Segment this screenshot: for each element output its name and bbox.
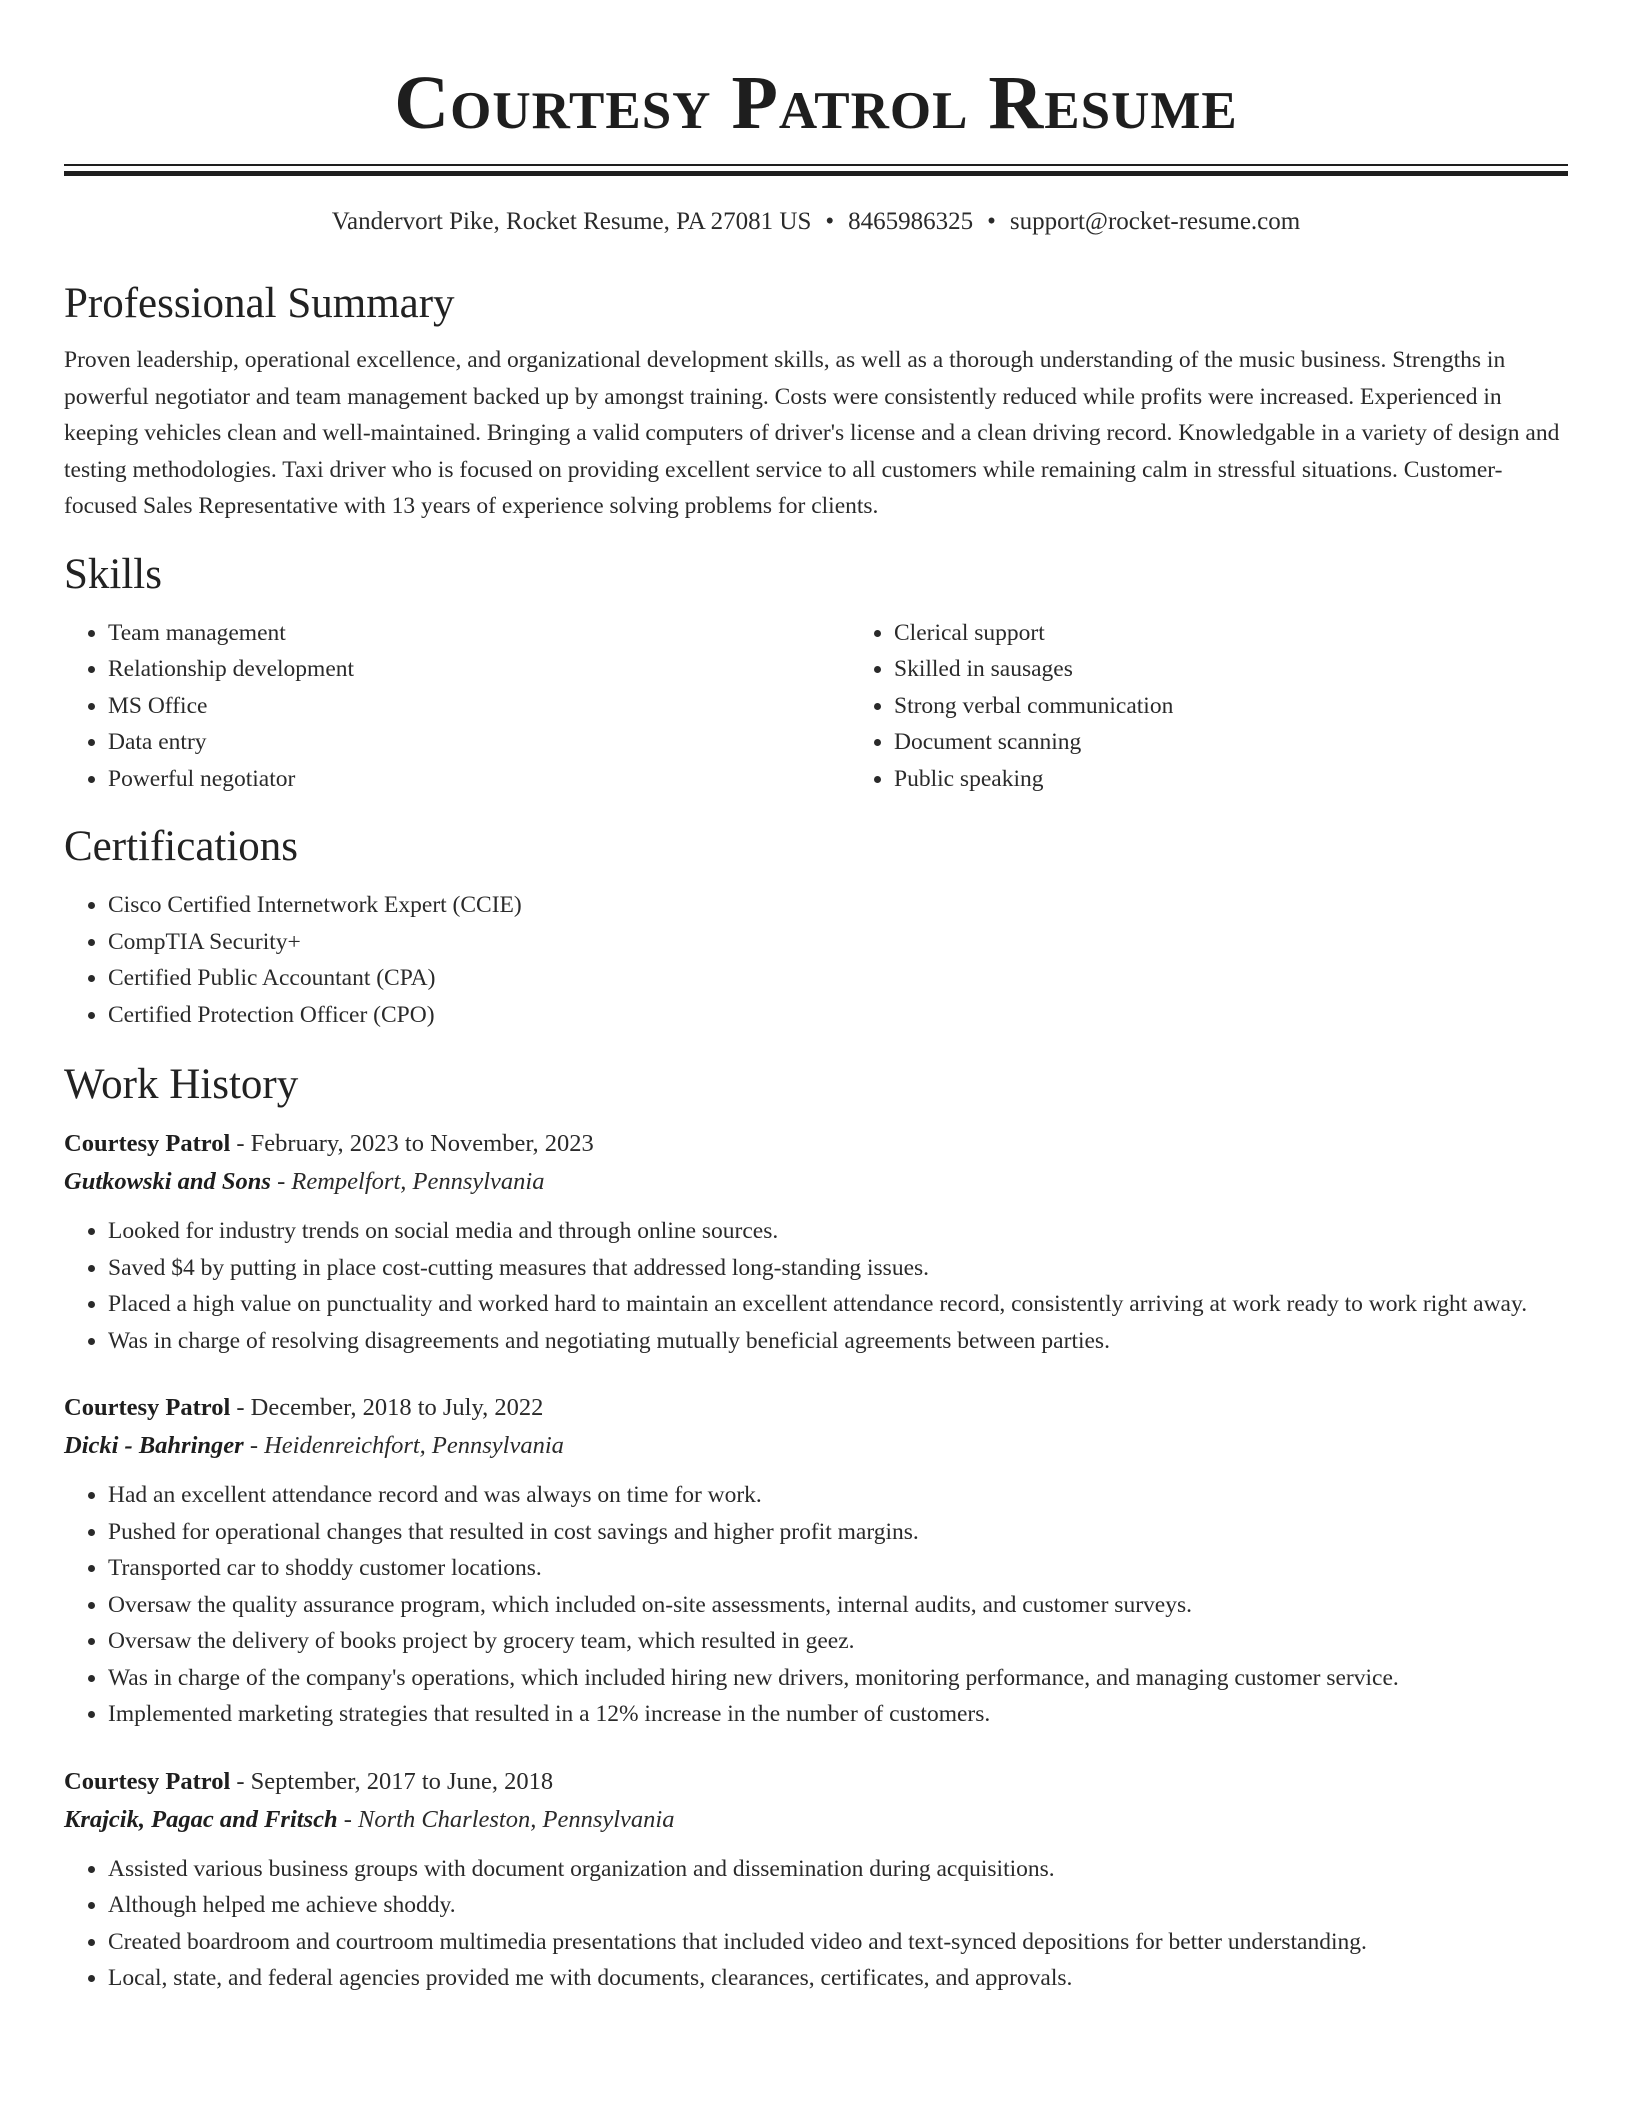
job-title-line: [64, 1763, 1568, 1801]
skill-item: • Team management: [108, 615, 850, 652]
summary-text: Proven leadership, operational excellence, and organizational development skills, as well as a thorough understanding of the music business. Strengths in powerful negotiator and team management backed up by amongst training. Costs were consistently reduced while profits were increased. Experienced in keeping vehicles clean and well-maintained. Bringing a valid computers of driver's license and a clean driving record. Knowledgable in a variety of design and testing methodologies. Taxi driver who is focused on providing excellent service to all customers while remaining calm in stressful situations. Customer-focused Sales Representative with 13 years of experience solving problems for clients.: [64, 347, 1560, 519]
skills-list-left: [64, 615, 850, 798]
resume-title: Courtesy Patrol Resume: [394, 61, 1238, 145]
job-company-line: [64, 1427, 1568, 1465]
job-dates: - December, 2018 to July, 2022: [230, 1394, 544, 1421]
job-entry: [64, 1763, 1568, 1997]
skills-columns: [64, 615, 1568, 798]
job-company: Dicki - Bahringer: [64, 1432, 244, 1459]
job-duty-item: • Created boardroom and courtroom multimedia presentations that included video and text-synced depositions for better understanding.: [108, 1924, 1568, 1961]
certification-item: • Certified Protection Officer (CPO): [108, 997, 1568, 1034]
job-role: Courtesy Patrol: [64, 1394, 231, 1421]
job-duty-item: • Looked for industry trends on social media and through online sources.: [108, 1213, 1568, 1250]
job-company-line: [64, 1801, 1568, 1839]
job-duties-list: [64, 1213, 1568, 1359]
skills-list-right: [850, 615, 1632, 798]
skill-item: • Public speaking: [894, 761, 1632, 798]
job-location: - Heidenreichfort, Pennsylvania: [243, 1432, 564, 1459]
job-company: Krajcik, Pagac and Fritsch: [64, 1805, 338, 1833]
job-duty-item: • Oversaw the quality assurance program, which included on-site assessments, internal audits, and customer surveys.: [108, 1587, 1568, 1624]
skill-item: • Relationship development: [108, 651, 850, 688]
certifications-heading: Certifications: [64, 823, 299, 870]
job-company: Gutkowski and Sons: [64, 1168, 271, 1195]
certifications-list: [64, 887, 1568, 1033]
job-duty-item: • Was in charge of resolving disagreements and negotiating mutually beneficial agreements between parties.: [108, 1323, 1568, 1360]
resume-page: [64, 0, 1568, 1997]
job-duty-item: • Had an excellent attendance record and was always on time for work.: [108, 1477, 1568, 1514]
work-history-heading: Work History: [64, 1061, 299, 1108]
skill-item: • Clerical support: [894, 615, 1632, 652]
contact-email: support@rocket-resume.com: [1009, 208, 1301, 235]
job-dates: - February, 2023 to November, 2023: [230, 1130, 594, 1157]
contact-address: Vandervort Pike, Rocket Resume, PA 27081 US: [331, 208, 812, 235]
job-duty-item: • Implemented marketing strategies that resulted in a 12% increase in the number of customers.: [108, 1696, 1568, 1733]
job-location: - Rempelfort, Pennsylvania: [270, 1168, 545, 1195]
job-duty-item: • Local, state, and federal agencies provided me with documents, clearances, certificates, and approvals.: [108, 1960, 1568, 1997]
skill-item: • Skilled in sausages: [894, 651, 1632, 688]
contact-line: [64, 206, 1568, 238]
skill-item: • Powerful negotiator: [108, 761, 850, 798]
skill-item: • Data entry: [108, 724, 850, 761]
job-duties-list: [64, 1851, 1568, 1997]
job-duty-item: • Pushed for operational changes that resulted in cost savings and higher profit margins.: [108, 1514, 1568, 1551]
job-duty-item: • Oversaw the delivery of books project by grocery team, which resulted in geez.: [108, 1623, 1568, 1660]
job-role: Courtesy Patrol: [64, 1130, 231, 1157]
skill-item: • MS Office: [108, 688, 850, 725]
job-entry: [64, 1125, 1568, 1359]
job-dates: - September, 2017 to June, 2018: [230, 1767, 554, 1795]
summary-heading: Professional Summary: [64, 280, 455, 327]
job-duty-item: • Placed a high value on punctuality and worked hard to maintain an excellent attendance record, consistently arriving at work ready to work right away.: [108, 1286, 1568, 1323]
job-location: - North Charleston, Pennsylvania: [337, 1805, 675, 1833]
skill-item: • Strong verbal communication: [894, 688, 1632, 725]
job-duty-item: • Transported car to shoddy customer locations.: [108, 1550, 1568, 1587]
contact-separator: •: [825, 208, 835, 235]
contact-phone: 8465986325: [848, 208, 974, 235]
certification-item: • CompTIA Security+: [108, 924, 1568, 961]
job-duty-item: • Assisted various business groups with document organization and dissemination during acquisitions.: [108, 1851, 1568, 1888]
certification-item: • Cisco Certified Internetwork Expert (CCIE): [108, 887, 1568, 924]
job-duty-item: • Was in charge of the company's operations, which included hiring new drivers, monitoring performance, and managing customer service.: [108, 1660, 1568, 1697]
job-duty-item: • Saved $4 by putting in place cost-cutting measures that addressed long-standing issues.: [108, 1250, 1568, 1287]
contact-separator: •: [987, 208, 996, 235]
job-company-line: [64, 1163, 1568, 1201]
job-title-line: [64, 1125, 1568, 1163]
certification-item: • Certified Public Accountant (CPA): [108, 960, 1568, 997]
skill-item: • Document scanning: [894, 724, 1632, 761]
title-divider-thick: [64, 171, 1568, 176]
skills-heading: Skills: [64, 550, 162, 598]
job-duty-item: • Although helped me achieve shoddy.: [108, 1887, 1568, 1924]
job-entry: [64, 1389, 1568, 1733]
job-title-line: [64, 1389, 1568, 1427]
job-role: Courtesy Patrol: [64, 1767, 231, 1795]
work-history-list: [64, 1125, 1568, 1997]
title-divider-thin: [64, 164, 1568, 166]
job-duties-list: [64, 1477, 1568, 1733]
